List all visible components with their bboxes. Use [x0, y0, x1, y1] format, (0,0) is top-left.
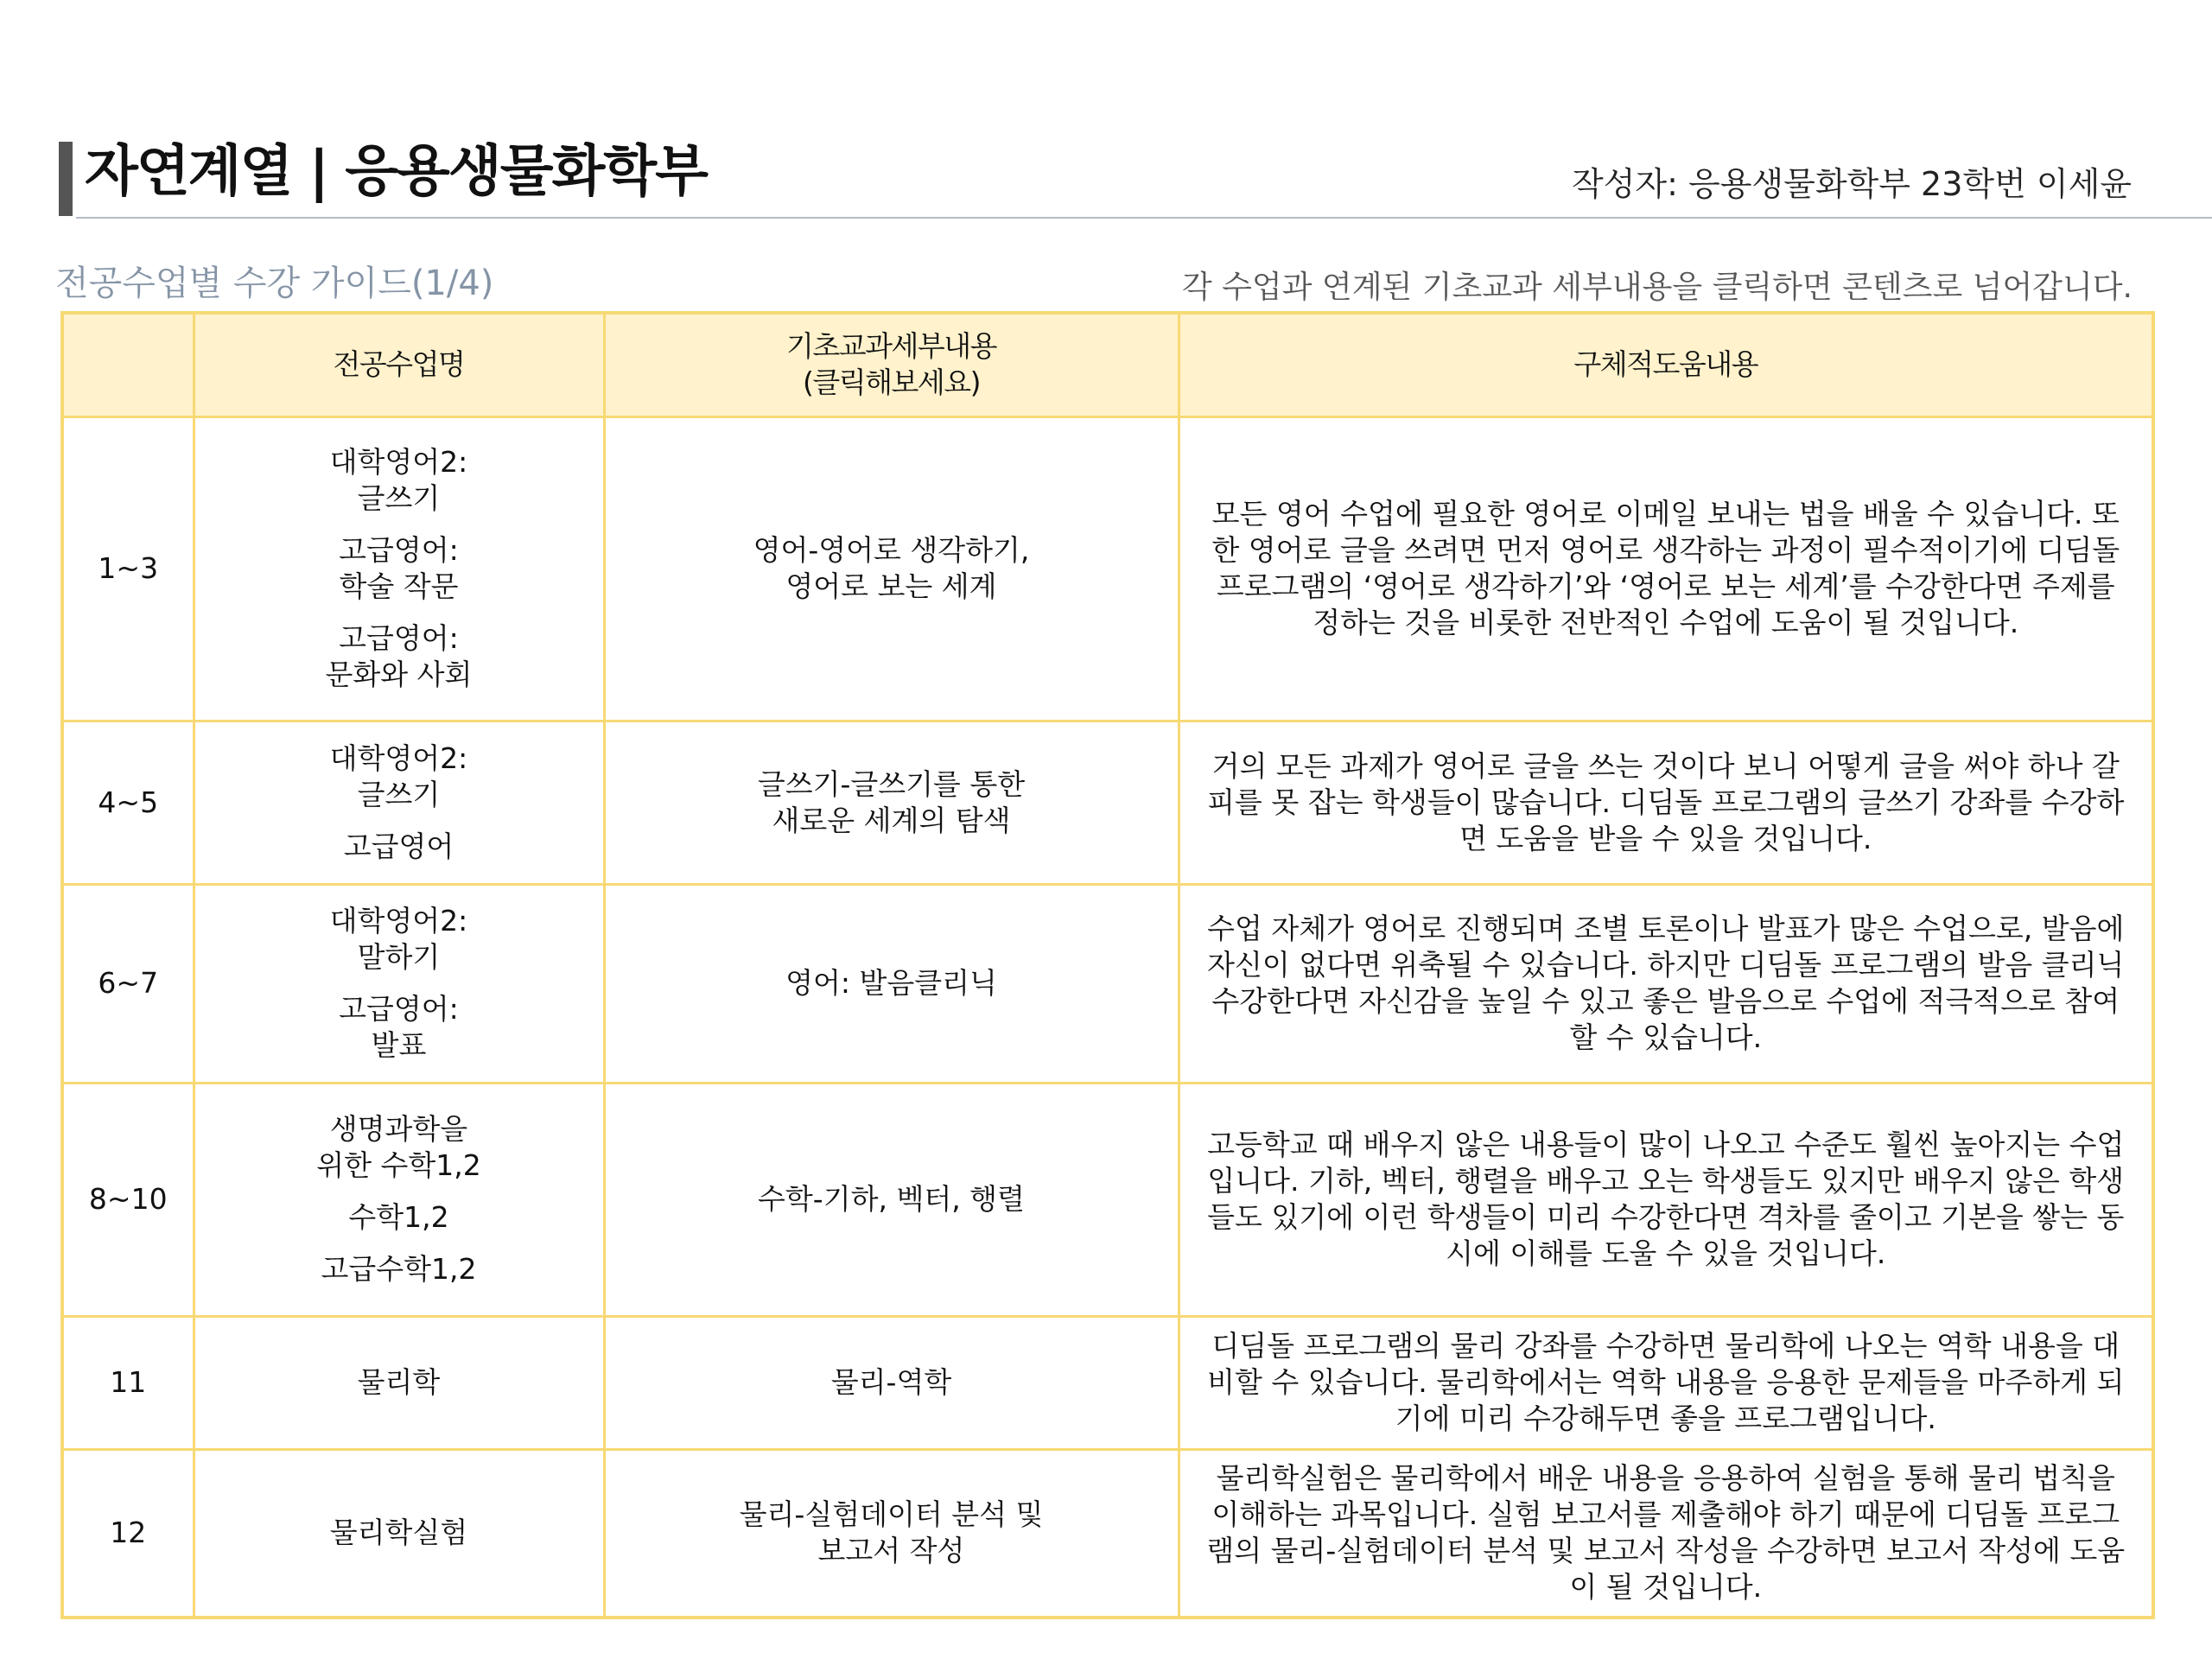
course-name-line: 물리학: [357, 1365, 441, 1399]
basic-course-line: 물리-실험데이터 분석 및: [739, 1497, 1044, 1532]
course-name-line: 생명과학을: [329, 1112, 468, 1146]
course-name: [195, 741, 603, 813]
row-number: 8~10: [62, 1083, 194, 1316]
basic-course-link[interactable]: [604, 1449, 1179, 1618]
table-row: [62, 721, 2153, 884]
course-name-line: 학술 작문: [339, 569, 459, 603]
header-basic: [604, 313, 1179, 416]
course-name: [195, 444, 603, 517]
help-description: 거의 모든 과제가 영어로 글을 쓰는 것이다 보니 어떻게 글을 써야 하나 갈피를 못 잡는 학생들이 많습니다. 디딤돌 프로그램의 글쓰기 강좌를 수강하면 도움을 받을 수 있을 것입니다.: [1179, 721, 2153, 884]
basic-course-link[interactable]: [604, 721, 1179, 884]
basic-course-line: 보고서 작성: [817, 1534, 965, 1568]
table-row: [62, 1083, 2153, 1316]
title-accent-bar: [59, 142, 73, 216]
course-name-line: 고급수학1,2: [321, 1252, 477, 1286]
guide-subtitle: 전공수업별 수강 가이드(1/4): [55, 264, 494, 303]
course-guide-table: [60, 311, 2155, 1619]
basic-course-link[interactable]: [604, 1316, 1179, 1449]
course-name: [195, 1251, 603, 1287]
basic-course-line: 새로운 세계의 탐색: [772, 803, 1011, 837]
course-name: [195, 991, 603, 1064]
click-hint: 각 수업과 연계된 기초교과 세부내용을 클릭하면 콘텐츠로 넘어갑니다.: [1181, 270, 2133, 305]
course-name: [195, 1364, 603, 1401]
help-description: 모든 영어 수업에 필요한 영어로 이메일 보내는 법을 배울 수 있습니다. 또한 영어로 글을 쓰려면 먼저 영어로 생각하는 과정이 필수적이기에 디딤돌 프로그램의 ‘영어로 생각하기’와 ‘영어로 보는 세계’를 수강한다면 주제를 정하는 것을 비롯한 전반적인 수업에 도움이 될 것입니다.: [1179, 416, 2153, 721]
course-name: [195, 903, 603, 976]
course-cell: [194, 1449, 604, 1618]
header-help: 구체적도움내용: [1179, 313, 2153, 416]
course-name-line: 고급영어:: [339, 533, 459, 567]
row-number: 1~3: [62, 416, 194, 721]
course-name-line: 대학영어2:: [329, 445, 468, 479]
header-course: 전공수업명: [194, 313, 604, 416]
course-name: [195, 1515, 603, 1551]
course-name-line: 고급영어:: [339, 621, 459, 655]
basic-course-line: 영어: 발음클리닉: [785, 966, 997, 1000]
course-name-line: 말하기: [357, 940, 441, 974]
basic-course-line: 영어로 보는 세계: [785, 569, 997, 603]
course-name-line: 문화와 사회: [325, 658, 473, 691]
course-name-line: 글쓰기: [357, 777, 441, 811]
course-name-line: 발표: [371, 1028, 427, 1062]
table-row: [62, 1449, 2153, 1618]
basic-course-line: 글쓰기-글쓰기를 통한: [757, 766, 1026, 801]
course-name-line: 물리학실험: [329, 1516, 468, 1550]
help-description: 디딤돌 프로그램의 물리 강좌를 수강하면 물리학에 나오는 역학 내용을 대비할 수 있습니다. 물리학에서는 역학 내용을 응용한 문제들을 마주하게 되기에 미리 수강해두면 좋을 프로그램입니다.: [1179, 1316, 2153, 1449]
title-divider: [76, 217, 2212, 219]
help-description: 고등학교 때 배우지 않은 내용들이 많이 나오고 수준도 훨씬 높아지는 수업입니다. 기하, 벡터, 행렬을 배우고 오는 학생들도 있지만 배우지 않은 학생들도 있기에 이런 학생들이 미리 수강한다면 격차를 줄이고 기본을 쌓는 동시에 이해를 도울 수 있을 것입니다.: [1179, 1083, 2153, 1316]
table-row: [62, 884, 2153, 1083]
course-name-line: 위한 수학1,2: [316, 1148, 481, 1182]
basic-course-link[interactable]: [604, 416, 1179, 721]
course-name: [195, 829, 603, 865]
course-name: [195, 532, 603, 605]
row-number: 6~7: [62, 884, 194, 1083]
course-cell: [194, 884, 604, 1083]
help-description: 물리학실험은 물리학에서 배운 내용을 응용하여 실험을 통해 물리 법칙을 이해하는 과목입니다. 실험 보고서를 제출해야 하기 때문에 디딤돌 프로그램의 물리-실험데이터 분석 및 보고서 작성을 수강하면 보고서 작성에 도움이 될 것입니다.: [1179, 1449, 2153, 1618]
course-name-line: 고급영어: [343, 829, 454, 863]
basic-course-link[interactable]: [604, 1083, 1179, 1316]
course-name: [195, 1199, 603, 1236]
basic-course-line: 수학-기하, 벡터, 행렬: [758, 1182, 1025, 1216]
help-description: 수업 자체가 영어로 진행되며 조별 토론이나 발표가 많은 수업으로, 발음에 자신이 없다면 위축될 수 있습니다. 하지만 디딤돌 프로그램의 발음 클리닉 수강한다면 자신감을 높일 수 있고 좋은 발음으로 수업에 적극적으로 참여할 수 있습니다.: [1179, 884, 2153, 1083]
course-cell: [194, 416, 604, 721]
row-number: 4~5: [62, 721, 194, 884]
course-name-line: 대학영어2:: [329, 741, 468, 775]
basic-course-link[interactable]: [604, 884, 1179, 1083]
row-number: 12: [62, 1449, 194, 1618]
course-cell: [194, 1316, 604, 1449]
author-label: 작성자: 응용생물화학부 23학번 이세윤: [1571, 165, 2132, 203]
row-number: 11: [62, 1316, 194, 1449]
table-row: [62, 416, 2153, 721]
header-num: [62, 313, 194, 416]
basic-course-line: 영어-영어로 생각하기,: [753, 533, 1030, 567]
header-basic-line2: (클릭해보세요): [802, 365, 981, 400]
course-name: [195, 1111, 603, 1184]
course-name-line: 대학영어2:: [329, 904, 468, 938]
header-basic-line1: 기초교과세부내용: [785, 329, 997, 364]
basic-course-line: 물리-역학: [830, 1365, 952, 1399]
course-cell: [194, 1083, 604, 1316]
table-row: [62, 1316, 2153, 1449]
course-name-line: 고급영어:: [339, 992, 459, 1026]
course-name-line: 글쓰기: [357, 481, 441, 515]
table-header-row: [62, 313, 2153, 416]
course-name: [195, 620, 603, 693]
course-name-line: 수학1,2: [348, 1200, 449, 1234]
page-title: 자연계열 | 응용생물화학부: [85, 140, 708, 204]
course-cell: [194, 721, 604, 884]
